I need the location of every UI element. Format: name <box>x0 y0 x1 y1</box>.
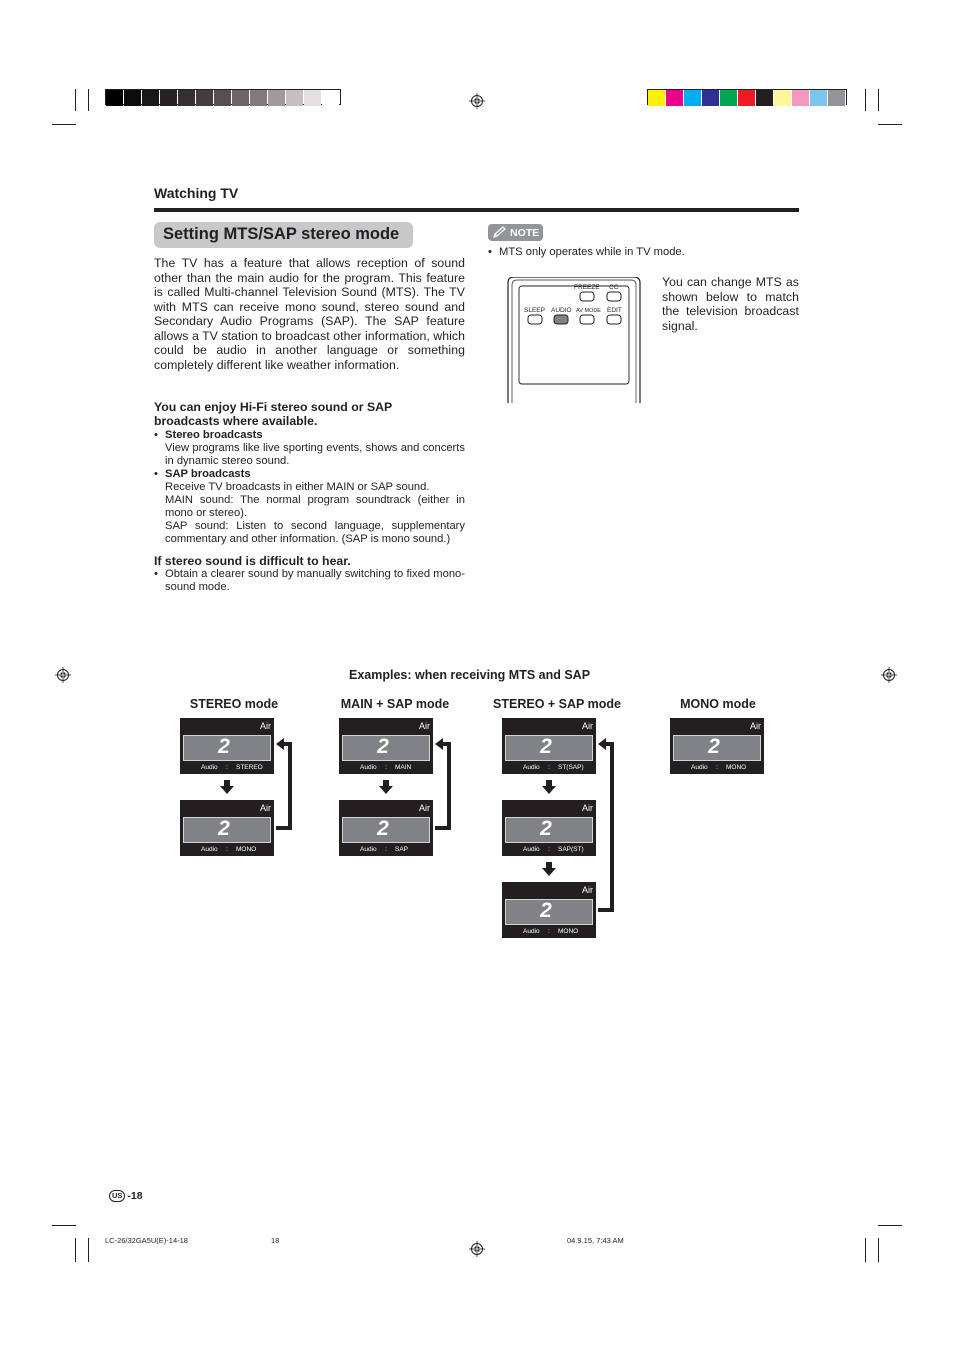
bullet: • <box>488 246 492 258</box>
audio-colon: : <box>385 764 387 771</box>
return-arrow-icon <box>597 738 617 914</box>
footer-datetime: 04.9.15, 7:43 AM <box>567 1236 624 1245</box>
tv-screen <box>180 800 274 856</box>
audio-label: Audio <box>523 846 540 853</box>
gray-swatch <box>214 90 231 106</box>
tv-screen <box>502 800 596 856</box>
freeze-label: FREEZE <box>574 284 600 291</box>
tv-screen <box>180 718 274 774</box>
difficult-text: Obtain a clearer sound by manually switching to fixed mono-sound mode. <box>165 568 465 593</box>
edit-label: EDIT <box>607 307 622 314</box>
audio-value: MONO <box>236 846 257 853</box>
air-label: Air <box>419 803 430 813</box>
gray-swatch <box>160 90 177 106</box>
remote-control-illustration <box>506 277 642 403</box>
audio-colon: : <box>548 764 550 771</box>
mode-label: MONO mode <box>680 697 756 711</box>
mode-label: STEREO mode <box>189 697 279 711</box>
grayscale-color-bar <box>105 89 341 105</box>
audio-colon: : <box>385 846 387 853</box>
color-swatch <box>666 90 684 106</box>
audio-value: STEREO <box>236 764 263 771</box>
remote-caption: You can change MTS as shown below to match the television broadcast signal. <box>662 275 799 333</box>
air-label: Air <box>582 721 593 731</box>
bullet: • <box>154 429 158 441</box>
channel-number: 2 <box>377 817 389 840</box>
registration-mark-bottom-icon <box>469 1241 485 1257</box>
page-title: Setting MTS/SAP stereo mode <box>154 222 413 248</box>
process-color-bar <box>647 89 847 105</box>
intro-paragraph: The TV has a feature that allows reception of sound other than the main audio for the program. This feature is called Multi-channel Television Sound (MTS). The TV with MTS can receive mono sound, stereo sound and Secondary Audio Programs (SAP). The SAP feature allows a TV station to broadcast other information, which could be audio in another language or something completely different like weather information. <box>154 256 465 372</box>
footer-page: 18 <box>271 1236 280 1245</box>
registration-mark-top-icon <box>469 93 485 109</box>
color-swatch <box>738 90 756 106</box>
registration-mark-left-icon <box>55 667 71 683</box>
color-swatch <box>792 90 810 106</box>
color-swatch <box>702 90 720 106</box>
sap-text-sap: SAP sound: Listen to second language, supplementary commentary and other information. (SAP is mono sound.) <box>165 520 465 545</box>
difficult-item <box>154 568 465 594</box>
hifi-heading <box>154 400 465 428</box>
bullet: • <box>154 468 158 480</box>
gray-swatch <box>322 90 339 106</box>
down-arrow-icon <box>542 780 556 794</box>
channel-number: 2 <box>540 735 552 758</box>
sap-text-receive: Receive TV broadcasts in either MAIN or SAP sound. <box>165 481 430 493</box>
sleep-label: SLEEP <box>524 307 545 314</box>
audio-value: ST(SAP) <box>558 764 584 771</box>
note-label: NOTE <box>510 226 540 239</box>
channel-number: 2 <box>218 817 230 840</box>
air-label: Air <box>582 803 593 813</box>
audio-value: MONO <box>726 764 747 771</box>
audio-label: Audio <box>523 764 540 771</box>
color-swatch <box>828 90 846 106</box>
tv-screen <box>502 718 596 774</box>
air-label: Air <box>260 803 271 813</box>
audio-colon: : <box>716 764 718 771</box>
hifi-heading-line-2: broadcasts where available. <box>154 414 318 428</box>
return-arrow-icon <box>434 738 454 832</box>
color-swatch <box>774 90 792 106</box>
audio-label: Audio <box>201 764 218 771</box>
note-text: MTS only operates while in TV mode. <box>499 246 685 258</box>
air-label: Air <box>419 721 430 731</box>
remote-body-icon <box>506 277 642 403</box>
tv-screen <box>339 800 433 856</box>
stereo-text: View programs like live sporting events, shows and concerts in dynamic stereo sound. <box>165 442 465 467</box>
registration-mark-right-icon <box>881 667 897 683</box>
channel-number: 2 <box>540 817 552 840</box>
gray-swatch <box>232 90 249 106</box>
note-item <box>488 246 685 258</box>
gray-swatch <box>106 90 123 106</box>
gray-swatch <box>286 90 303 106</box>
page-number-text: -18 <box>127 1190 143 1202</box>
down-arrow-icon <box>220 780 234 794</box>
audio-colon: : <box>226 846 228 853</box>
mode-label: STEREO + SAP mode <box>493 697 621 711</box>
mode-label: MAIN + SAP mode <box>340 697 450 711</box>
section-heading: Watching TV <box>154 185 239 201</box>
audio-label: Audio <box>360 764 377 771</box>
audio-label: Audio <box>691 764 708 771</box>
gray-swatch <box>196 90 213 106</box>
gray-swatch <box>142 90 159 106</box>
footer-filename: LC-26/32GA5U(E)-14-18 <box>105 1236 188 1245</box>
audio-value: MAIN <box>395 764 412 771</box>
hifi-heading-line-1: You can enjoy Hi-Fi stereo sound or SAP <box>154 400 393 414</box>
cc-label: CC <box>609 284 619 291</box>
tv-screen <box>502 882 596 938</box>
audio-value: SAP(ST) <box>558 846 584 853</box>
header-rule <box>154 208 799 212</box>
air-label: Air <box>260 721 271 731</box>
air-label: Air <box>750 721 761 731</box>
gray-swatch <box>124 90 141 106</box>
gray-swatch <box>268 90 285 106</box>
gray-swatch <box>304 90 321 106</box>
page-number <box>109 1190 143 1202</box>
color-swatch <box>684 90 702 106</box>
channel-number: 2 <box>218 735 230 758</box>
stereo-title: Stereo broadcasts <box>165 429 263 441</box>
audio-value: SAP <box>395 846 409 853</box>
bullet: • <box>154 568 158 580</box>
audio-colon: : <box>548 928 550 935</box>
audio-label: Audio <box>523 928 540 935</box>
note-badge <box>488 224 543 241</box>
us-badge: US <box>109 1190 125 1202</box>
sap-text-main: MAIN sound: The normal program soundtrack (either in mono or stereo). <box>165 494 465 519</box>
difficult-heading: If stereo sound is difficult to hear. <box>154 554 351 568</box>
channel-number: 2 <box>377 735 389 758</box>
return-arrow-icon <box>275 738 295 832</box>
channel-number: 2 <box>708 735 720 758</box>
gray-swatch <box>178 90 195 106</box>
av-mode-label: AV MODE <box>576 308 601 314</box>
audio-label: Audio <box>201 846 218 853</box>
down-arrow-icon <box>542 862 556 876</box>
audio-label: AUDIO <box>551 307 572 314</box>
tv-screen <box>339 718 433 774</box>
pencil-icon <box>492 226 508 239</box>
color-swatch <box>720 90 738 106</box>
channel-number: 2 <box>540 899 552 922</box>
color-swatch <box>756 90 774 106</box>
down-arrow-icon <box>379 780 393 794</box>
stereo-broadcasts-item <box>154 429 465 468</box>
audio-colon: : <box>226 764 228 771</box>
tv-screen <box>670 718 764 774</box>
color-swatch <box>810 90 828 106</box>
audio-value: MONO <box>558 928 579 935</box>
gray-swatch <box>250 90 267 106</box>
audio-label: Audio <box>360 846 377 853</box>
sap-broadcasts-item <box>154 468 465 546</box>
sap-title: SAP broadcasts <box>165 468 251 480</box>
audio-colon: : <box>548 846 550 853</box>
color-swatch <box>648 90 666 106</box>
examples-heading: Examples: when receiving MTS and SAP <box>349 668 591 682</box>
air-label: Air <box>582 885 593 895</box>
